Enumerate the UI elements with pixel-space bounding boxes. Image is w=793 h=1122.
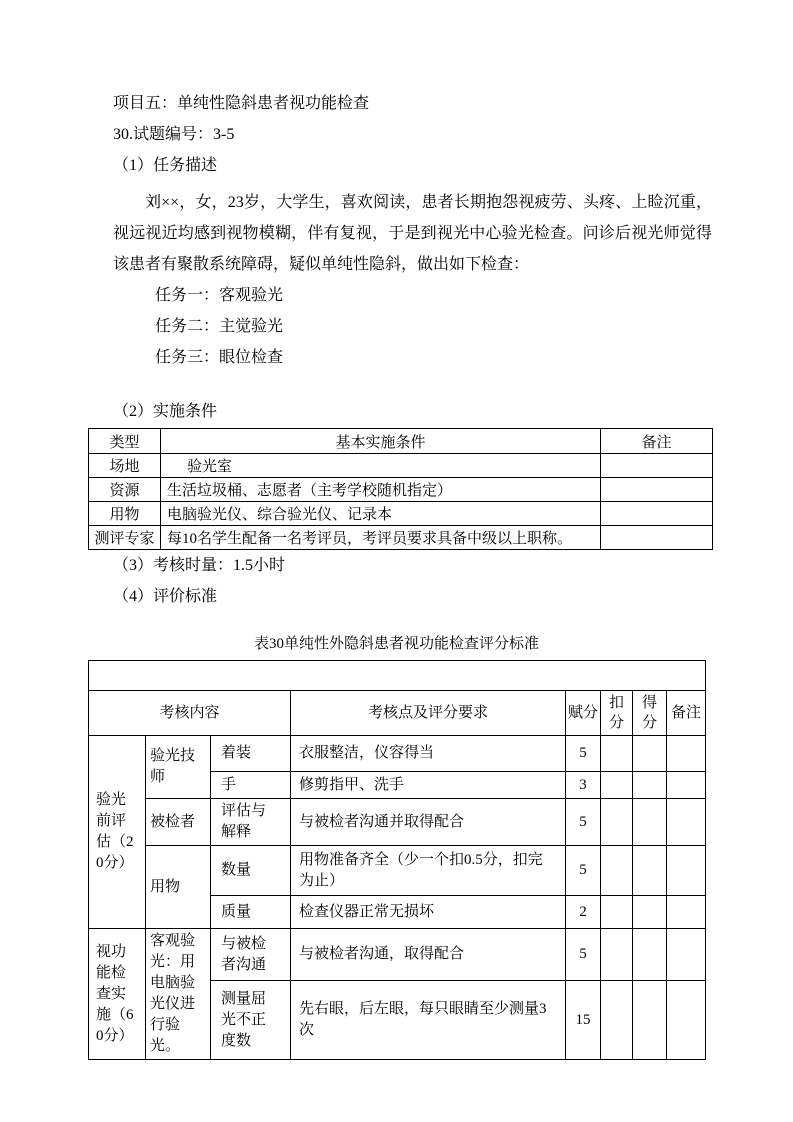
cell-obtained: [633, 929, 667, 981]
col-header-obtained: 得分: [633, 691, 667, 736]
cell-type: 用物: [89, 502, 161, 526]
cell-score: 5: [566, 736, 601, 772]
heading-duration: （3）考核时量：1.5小时: [113, 557, 286, 574]
cell-obtained: [633, 896, 667, 929]
blank-cell: [89, 661, 706, 691]
cell-requirement: 检查仪器正常无损坏: [291, 896, 566, 929]
cell-deduction: [601, 896, 633, 929]
heading-task-description: （1）任务描述: [113, 157, 218, 174]
cell-requirement: 用物准备齐全（少一个扣0.5分，扣完为止）: [291, 846, 566, 896]
cell-note: [667, 929, 706, 981]
cell-score: 5: [566, 799, 601, 846]
col-header-type: 类型: [89, 429, 161, 454]
scoring-header-row: [89, 691, 706, 736]
cell-item: 数量: [211, 846, 291, 896]
cell-obtained: [633, 981, 667, 1060]
heading-criteria: （4）评价标准: [113, 588, 218, 605]
cell-note: [667, 799, 706, 846]
col-header-note: 备注: [601, 429, 713, 454]
cell-type: 测评专家: [89, 526, 161, 550]
cell-item: 测量屈光不正度数: [211, 981, 291, 1060]
cell-note: [601, 526, 713, 550]
cell-obtained: [633, 772, 667, 799]
cell-deduction: [601, 981, 633, 1060]
cell-item: 质量: [211, 896, 291, 929]
cell-item: 手: [211, 772, 291, 799]
cell-note: [667, 846, 706, 896]
cell-deduction: [601, 772, 633, 799]
cell-deduction: [601, 799, 633, 846]
cell-score: 15: [566, 981, 601, 1060]
doc-title: 项目五：单纯性隐斜患者视功能检查: [113, 95, 370, 112]
table-row: [89, 454, 713, 478]
cell-score: 3: [566, 772, 601, 799]
blank-row: [89, 661, 706, 691]
cell-obtained: [633, 846, 667, 896]
col-header-note: 备注: [667, 691, 706, 736]
cell-note: [667, 896, 706, 929]
table-row: [89, 502, 713, 526]
table-row: [89, 736, 706, 772]
group-exam-impl: 视功能检查实施（60分）: [89, 929, 146, 1060]
cell-requirement: 与被检者沟通并取得配合: [291, 799, 566, 846]
col-header-deduction: 扣分: [601, 691, 633, 736]
table-row: [89, 846, 706, 896]
subgroup-optometrist: 验光技师: [146, 736, 211, 799]
conditions-header-row: [89, 429, 713, 454]
cell-note: [667, 736, 706, 772]
cell-requirement: 先右眼，后左眼，每只眼睛至少测量3次: [291, 981, 566, 1060]
cell-obtained: [633, 799, 667, 846]
col-header-requirements: 考核点及评分要求: [291, 691, 566, 736]
cell-score: 5: [566, 846, 601, 896]
cell-type: 场地: [89, 454, 161, 478]
subgroup-objective: 客观验光：用电脑验光仪进行验光。: [146, 929, 211, 1060]
cell-note: [667, 772, 706, 799]
col-header-score: 赋分: [566, 691, 601, 736]
cell-note: [601, 478, 713, 502]
task-item-1: 任务一：客观验光: [155, 287, 284, 304]
cell-deduction: [601, 736, 633, 772]
table-row: [89, 929, 706, 981]
subgroup-subject: 被检者: [146, 799, 211, 846]
cell-score: 2: [566, 896, 601, 929]
cell-requirement: 衣服整洁，仪容得当: [291, 736, 566, 772]
table-row: [89, 478, 713, 502]
cell-requirement: 修剪指甲、洗手: [291, 772, 566, 799]
table-row: [89, 526, 713, 550]
cell-note: [601, 454, 713, 478]
cell-deduction: [601, 929, 633, 981]
cell-item: 与被检者沟通: [211, 929, 291, 981]
heading-conditions: （2）实施条件: [113, 403, 218, 420]
cell-item: 着装: [211, 736, 291, 772]
cell-condition: 每10名学生配备一名考评员，考评员要求具备中级以上职称。: [161, 526, 601, 550]
case-description: 刘××，女，23岁，大学生，喜欢阅读，患者长期抱怨视疲劳、头疼、上睑沉重，视远视近均感到视物模糊，伴有复视，于是到视光中心验光检查。问诊后视光师觉得该患者有聚散系统障碍，疑似单纯性隐斜，做出如下检查：: [113, 194, 712, 273]
cell-item: 评估与解释: [211, 799, 291, 846]
scoring-table: [88, 660, 706, 1060]
subgroup-supplies: 用物: [146, 846, 211, 929]
cell-note: [601, 502, 713, 526]
cell-note: [667, 981, 706, 1060]
cell-condition: 生活垃圾桶、志愿者（主考学校随机指定）: [161, 478, 601, 502]
cell-score: 5: [566, 929, 601, 981]
cell-requirement: 与被检者沟通，取得配合: [291, 929, 566, 981]
scoring-table-caption: 表30单纯性外隐斜患者视功能检查评分标准: [253, 636, 539, 652]
group-pre-exam: 验光前评估（20分）: [89, 736, 146, 929]
cell-deduction: [601, 846, 633, 896]
cell-obtained: [633, 736, 667, 772]
table-row: [89, 799, 706, 846]
cell-condition: 验光室: [161, 454, 601, 478]
conditions-table: [88, 428, 713, 550]
col-header-content: 考核内容: [89, 691, 291, 736]
cell-type: 资源: [89, 478, 161, 502]
col-header-condition: 基本实施条件: [161, 429, 601, 454]
task-item-3: 任务三：眼位检查: [155, 349, 284, 366]
task-item-2: 任务二：主觉验光: [155, 318, 284, 335]
cell-condition: 电脑验光仪、综合验光仪、记录本: [161, 502, 601, 526]
question-number: 30.试题编号：3-5: [113, 126, 235, 143]
